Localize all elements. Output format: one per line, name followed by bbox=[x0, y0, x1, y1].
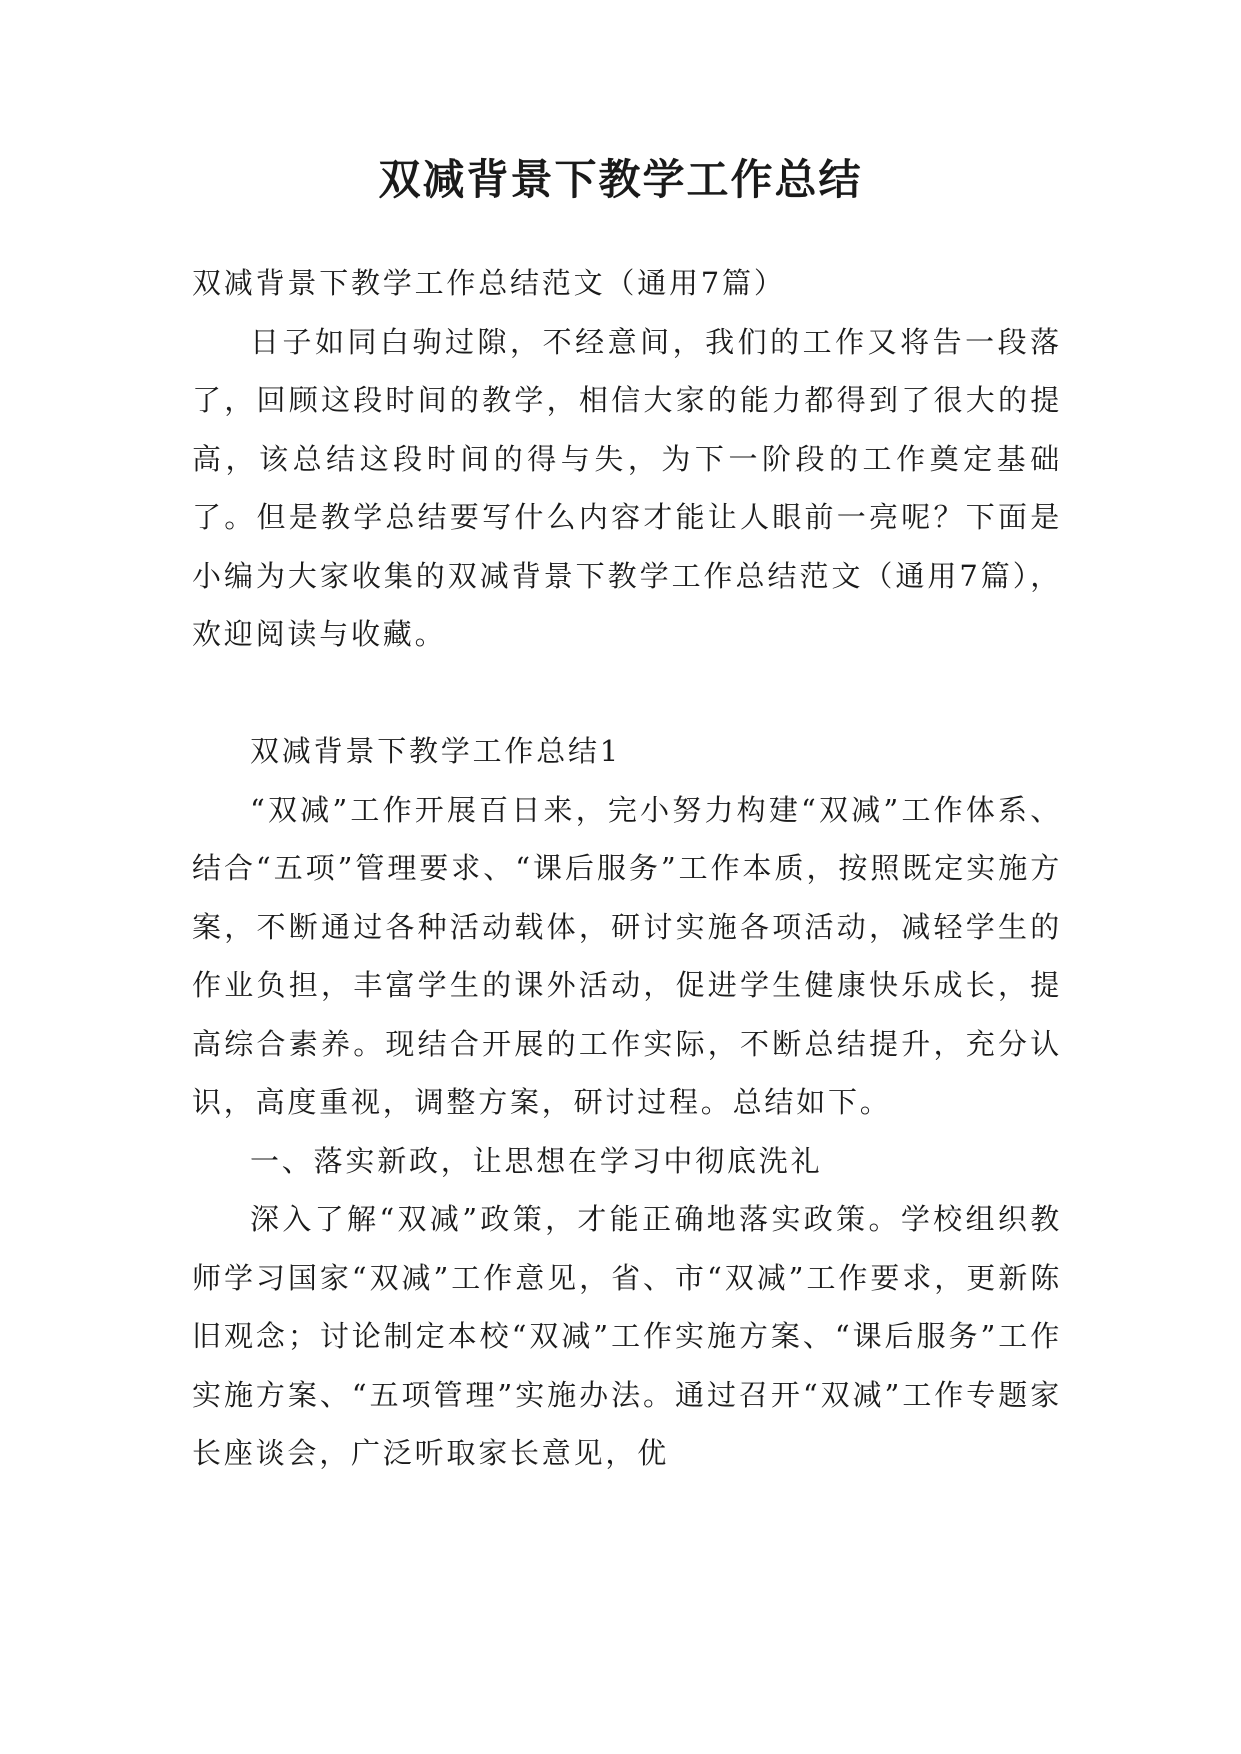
body-paragraph: 深入了解“双减”政策，才能正确地落实政策。学校组织教师学习国家“双减”工作意见，省、市“双减”工作要求，更新陈旧观念；讨论制定本校“双减”工作实施方案、“课后服务”工作实施方案、“五项管理”实施办法。通过召开“双减”工作专题家长座谈会，广泛听取家长意见，优 bbox=[192, 1202, 1062, 1470]
subsection-heading: 一、落实新政，让思想在学习中彻底洗礼 bbox=[250, 1143, 823, 1178]
subtitle-paragraph: 双减背景下教学工作总结范文（通用7篇） bbox=[192, 266, 786, 300]
section-heading: 双减背景下教学工作总结1 bbox=[250, 734, 622, 768]
body-paragraph: “双减”工作开展百日来，完小努力构建“双减”工作体系、结合“五项”管理要求、“课后服务”工作本质，按照既定实施方案，不断通过各种活动载体，研讨实施各项活动，减轻学生的作业负担，丰富学生的课外活动，促进学生健康快乐成长，提高综合素养。现结合开展的工作实际，不断总结提升，充分认识，高度重视，调整方案，研讨过程。总结如下。 bbox=[192, 792, 1062, 1119]
document-body bbox=[192, 254, 1062, 1483]
paragraph-spacer bbox=[192, 664, 1062, 723]
intro-paragraph: 日子如同白驹过隙，不经意间，我们的工作又将告一段落了，回顾这段时间的教学，相信大家的能力都得到了很大的提高，该总结这段时间的得与失，为下一阶段的工作奠定基础了。但是教学总结要写什么内容才能让人眼前一亮呢？下面是小编为大家收集的双减背景下教学工作总结范文（通用7篇），欢迎阅读与收藏。 bbox=[192, 324, 1062, 651]
document-title: 双减背景下教学工作总结 bbox=[378, 155, 863, 204]
